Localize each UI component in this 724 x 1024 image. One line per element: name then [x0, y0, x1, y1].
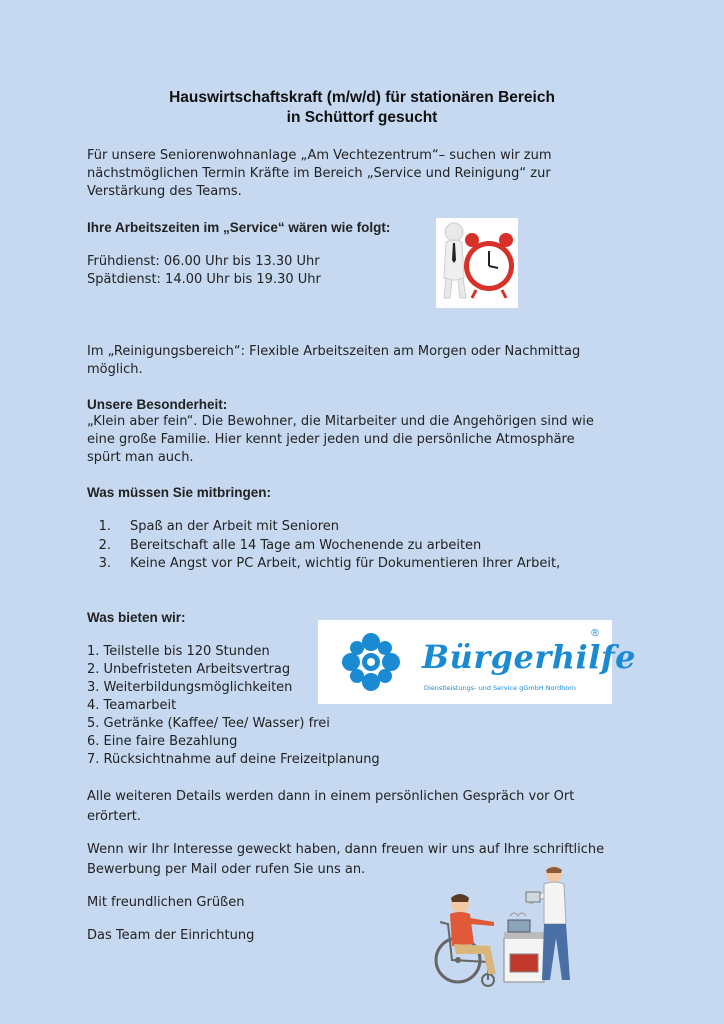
list-item: 6. Eine faire Bezahlung	[87, 734, 238, 749]
special-line: spürt man auch.	[87, 450, 194, 465]
interest-line: Wenn wir Ihr Interesse geweckt haben, dann freuen wir uns auf Ihre schriftliche	[87, 842, 605, 857]
title-line-2: in Schüttorf gesucht	[286, 109, 438, 126]
list-item	[87, 537, 560, 556]
special-line: „Klein aber fein“. Die Bewohner, die Mitarbeiter und die Angehörigen sind wie	[87, 414, 594, 429]
flower-logo-icon	[326, 620, 416, 704]
requirements-heading: Was müssen Sie mitbringen:	[87, 485, 272, 500]
special-heading: Unsere Besonderheit:	[87, 397, 228, 412]
list-number: 2.	[98, 537, 111, 553]
late-shift: Spätdienst: 14.00 Uhr bis 19.30 Uhr	[87, 272, 321, 287]
alarm-clock-illustration	[436, 218, 518, 308]
intro-line: nächstmöglichen Termin Kräfte im Bereich „Service und Reinigung“ zur	[87, 166, 551, 181]
list-text: Bereitschaft alle 14 Tage am Wochenende zu arbeiten	[130, 537, 482, 553]
special-paragraph	[87, 413, 647, 467]
offer-heading: Was bieten wir:	[87, 610, 186, 625]
special-line: eine große Familie. Hier kennt jeder jeden und die persönliche Atmosphäre	[87, 432, 575, 447]
intro-line: Verstärkung des Teams.	[87, 184, 242, 199]
details-line: erörtert.	[87, 809, 142, 824]
greeting: Mit freundlichen Grüßen	[87, 895, 245, 910]
requirements-list	[87, 518, 560, 574]
caregiver-wheelchair-illustration	[430, 862, 580, 992]
list-item: 1. Teilstelle bis 120 Stunden	[87, 644, 270, 659]
intro-line: Für unsere Seniorenwohnanlage „Am Vechtezentrum“– suchen wir zum	[87, 148, 552, 163]
page-title	[87, 88, 637, 128]
signoff: Das Team der Einrichtung	[87, 928, 255, 943]
list-text: Spaß an der Arbeit mit Senioren	[130, 519, 340, 534]
cleaning-line: möglich.	[87, 362, 143, 377]
details-paragraph	[87, 787, 647, 827]
intro-paragraph	[87, 147, 647, 201]
list-item: 5. Getränke (Kaffee/ Tee/ Wasser) frei	[87, 716, 330, 731]
interest-line: Bewerbung per Mail oder rufen Sie uns an.	[87, 862, 366, 877]
list-item	[87, 555, 560, 574]
logo-brand-text: Bürgerhilfe	[422, 638, 636, 676]
early-shift: Frühdienst: 06.00 Uhr bis 13.30 Uhr	[87, 254, 320, 269]
list-item: 2. Unbefristeten Arbeitsvertrag	[87, 662, 291, 677]
details-line: Alle weiteren Details werden dann in einem persönlichen Gespräch vor Ort	[87, 789, 575, 804]
cleaning-paragraph	[87, 343, 647, 379]
buergerhilfe-logo	[318, 620, 636, 704]
list-item	[87, 518, 560, 537]
list-item: 7. Rücksichtnahme auf deine Freizeitplanung	[87, 752, 380, 767]
list-item: 4. Teamarbeit	[87, 698, 177, 713]
title-line-1: Hauswirtschaftskraft (m/w/d) für stationären Bereich	[169, 89, 555, 106]
service-heading: Ihre Arbeitszeiten im „Service“ wären wie folgt:	[87, 220, 391, 235]
service-times	[87, 253, 647, 289]
list-number: 1.	[98, 519, 111, 534]
logo-subtitle: Dienstleistungs- und Service gGmbH Nordhorn	[424, 684, 576, 692]
list-item: 3. Weiterbildungsmöglichkeiten	[87, 680, 293, 695]
list-text: Keine Angst vor PC Arbeit, wichtig für Dokumentieren Ihrer Arbeit,	[130, 556, 561, 571]
cleaning-line: Im „Reinigungsbereich“: Flexible Arbeitszeiten am Morgen oder Nachmittag	[87, 344, 581, 359]
registered-mark: ®	[590, 628, 600, 639]
list-number: 3.	[98, 556, 111, 571]
